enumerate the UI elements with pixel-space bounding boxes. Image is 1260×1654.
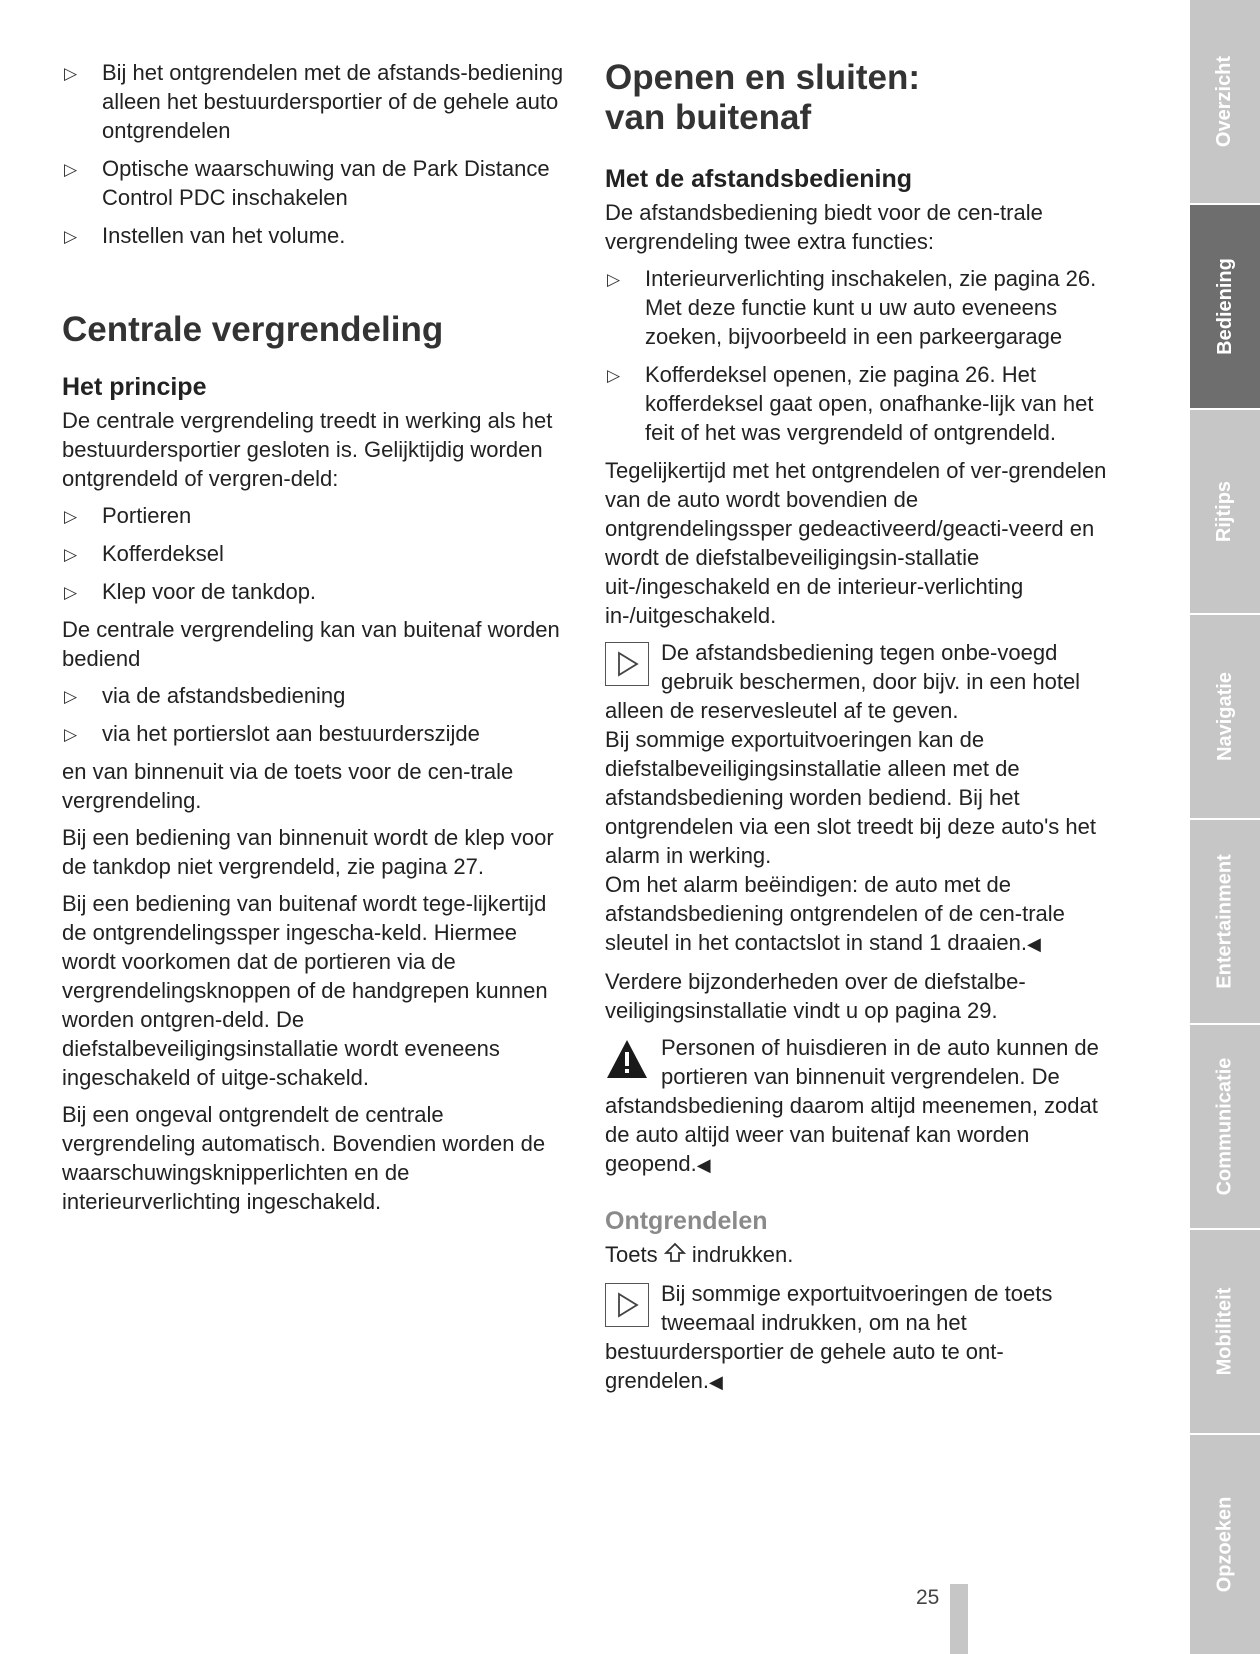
tab-label: Entertainment (1213, 854, 1236, 989)
tab-rijtips[interactable] (1190, 410, 1260, 615)
bullet-list (62, 501, 570, 606)
tab-communicatie[interactable] (1190, 1025, 1260, 1230)
tab-label: Mobiliteit (1213, 1287, 1236, 1376)
info-triangle-icon (605, 642, 649, 686)
tab-mobiliteit[interactable] (1190, 1230, 1260, 1435)
bullet-triangle-icon: ▷ (607, 270, 621, 289)
list-item (62, 501, 570, 530)
chapter-tabs (1190, 0, 1260, 1654)
info-note (605, 1279, 1110, 1397)
warning-note (605, 1033, 1110, 1180)
page-marker-bar (950, 1584, 968, 1654)
bullet-triangle-icon: ▷ (64, 64, 78, 83)
subsection-title: Met de afstandsbediening (605, 165, 912, 193)
bullet-list (605, 264, 1110, 447)
chapter-title (605, 58, 1110, 138)
end-mark-icon: ◀ (696, 1155, 711, 1175)
list-item (62, 681, 570, 710)
bullet-triangle-icon: ▷ (64, 545, 78, 564)
tab-overzicht[interactable] (1190, 0, 1260, 205)
right-column (605, 58, 1110, 1405)
paragraph: Tegelijkertijd met het ontgrendelen of ver-grendelen van de auto wordt bovendien de ontgrendelingssper gedeactiveerd/geacti-veerd en wordt de diefstalbeveiligingsin-stallatie uit-/ingeschakeld en de interieur-verlichting in-/uitgeschakeld. (605, 458, 1107, 628)
list-item (605, 264, 1110, 351)
intro-bullet-list (62, 58, 570, 250)
tab-label: Opzoeken (1213, 1496, 1236, 1593)
paragraph: Bij een ongeval ontgrendelt de centrale vergrendeling automatisch. Bovendien worden de waarschuwingsknipperlichten en de interieurverlichting ingeschakeld. (62, 1102, 546, 1214)
note-text (605, 1279, 1110, 1397)
tab-label: Rijtips (1213, 480, 1236, 543)
paragraph: Bij een bediening van binnenuit wordt de klep voor de tankdop niet vergrendeld, zie pagina 27. (62, 825, 554, 879)
paragraph: Verdere bijzonderheden over de diefstalbe-veiligingsinstallatie vindt u op pagina 29. (605, 969, 1026, 1023)
list-item-text: Interieurverlichting inschakelen, zie pagina 26. Met deze functie kunt u uw auto eveneens zoeken, bijvoorbeeld in een parkeergarage (645, 266, 1097, 349)
tab-opzoeken[interactable] (1190, 1435, 1260, 1654)
paragraph: en van binnenuit via de toets voor de cen-trale vergrendeling. (62, 759, 514, 813)
list-item-text: Kofferdeksel (102, 541, 224, 566)
tab-label: Bediening (1213, 258, 1236, 355)
page-number: 25 (916, 1586, 940, 1609)
subsection-title: Het principe (62, 373, 207, 401)
bullet-triangle-icon: ▷ (64, 227, 78, 246)
instruction-text: indrukken. (691, 1242, 794, 1267)
list-item-text: via het portierslot aan bestuurderszijde (102, 721, 480, 746)
chapter-title-line: Openen en sluiten: (605, 58, 921, 97)
list-item (62, 577, 570, 606)
section-title: Centrale vergrendeling (62, 310, 444, 349)
tab-label: Overzicht (1213, 55, 1236, 148)
list-item-text: Bij het ontgrendelen met de afstands-bediening alleen het bestuurdersportier of de gehele auto ontgrendelen (102, 60, 564, 143)
note-text: Bij sommige exportuitvoeringen kan de diefstalbeveiligingsinstallatie alleen met de afstandsbediening worden bediend. Bij het ontgrendelen via een slot treedt bij deze auto's het alarm in werking. (605, 727, 1096, 868)
bullet-triangle-icon: ▷ (607, 366, 621, 385)
tab-bediening[interactable] (1190, 205, 1260, 410)
bullet-triangle-icon: ▷ (64, 725, 78, 744)
bullet-triangle-icon: ▷ (64, 160, 78, 179)
left-column (62, 58, 570, 1224)
note-text (605, 1033, 1110, 1180)
list-item (62, 154, 570, 212)
note-text (605, 870, 1110, 959)
bullet-triangle-icon: ▷ (64, 507, 78, 526)
list-item-text: Portieren (102, 503, 192, 528)
list-item (62, 719, 570, 748)
list-item-text: Instellen van het volume. (102, 223, 346, 248)
note-text-content: Personen of huisdieren in de auto kunnen de portieren van binnenuit vergrendelen. De afstandsbediening daarom altijd meenemen, zodat de auto altijd weer van buitenaf kan worden geopend. (605, 1035, 1099, 1176)
list-item-text: Optische waarschuwing van de Park Distance Control PDC inschakelen (102, 156, 550, 210)
tab-entertainment[interactable] (1190, 820, 1260, 1025)
list-item (605, 360, 1110, 447)
bullet-triangle-icon: ▷ (64, 583, 78, 602)
info-triangle-icon (605, 1283, 649, 1327)
tab-label: Navigatie (1213, 672, 1236, 761)
unlock-instruction (605, 1240, 1110, 1271)
tab-label: Communicatie (1213, 1057, 1236, 1196)
paragraph: De centrale vergrendeling treedt in werking als het bestuurdersportier gesloten is. Gelijktijdig worden ontgrendeld of vergren-deld: (62, 408, 553, 491)
end-mark-icon: ◀ (708, 1371, 723, 1392)
instruction-text: Toets (605, 1242, 658, 1267)
bullet-list (62, 681, 570, 748)
list-item (62, 539, 570, 568)
paragraph: De afstandsbediening biedt voor de cen-trale vergrendeling twee extra functies: (605, 200, 1043, 254)
warning-icon (605, 1037, 649, 1081)
info-note (605, 638, 1110, 959)
note-text-content: Bij sommige exportuitvoeringen de toets tweemaal indrukken, om na het bestuurdersportier de gehele auto te ont-grendelen. (605, 1280, 1053, 1393)
list-item (62, 58, 570, 145)
list-item (62, 221, 570, 250)
list-item-text: Klep voor de tankdop. (102, 579, 317, 604)
list-item-text: Kofferdeksel openen, zie pagina 26. Het kofferdeksel gaat open, onafhanke-lijk van het feit of het was vergrendeld of ontgrendeld. (645, 362, 1094, 445)
note-text (605, 638, 1110, 725)
bullet-triangle-icon: ▷ (64, 687, 78, 706)
list-item-text: via de afstandsbediening (102, 683, 346, 708)
tab-navigatie[interactable] (1190, 615, 1260, 820)
paragraph: De centrale vergrendeling kan van buitenaf worden bediend (62, 617, 560, 671)
unlock-title: Ontgrendelen (605, 1207, 768, 1235)
unlock-key-icon (664, 1242, 686, 1271)
paragraph: Bij een bediening van buitenaf wordt tege-lijkertijd de ontgrendelingssper ingescha-keld. Hiermee wordt voorkomen dat de portieren via de vergrendelingsknoppen of de handgrepen kunnen worden ontgren-deld. De diefstalbeveiligingsinstallatie wordt eveneens ingeschakeld of uitge-schakeld. (62, 891, 548, 1090)
chapter-title-line: van buitenaf (605, 98, 812, 137)
end-mark-icon: ◀ (1026, 934, 1041, 954)
note-text-content: Om het alarm beëindigen: de auto met de afstandsbediening ontgrendelen of de cen-trale sleutel in het contactslot in stand 1 draaien. (605, 872, 1065, 955)
note-text-content: De afstandsbediening tegen onbe-voegd gebruik beschermen, door bijv. in een hotel alleen de reservesleutel af te geven. (605, 640, 1081, 723)
